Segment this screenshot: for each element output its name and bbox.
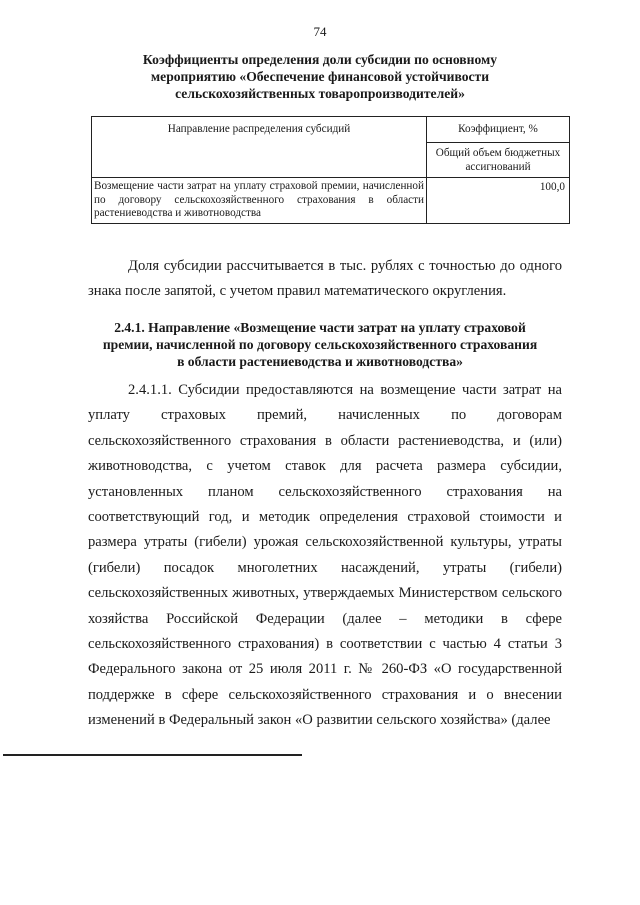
coefficient-table: [91, 116, 570, 224]
header-direction: Направление распределения субсидий: [92, 117, 427, 178]
table-header-row: [92, 117, 570, 143]
header-coefficient: Коэффициент, %: [427, 117, 570, 143]
document-title: Коэффициенты определения доли субсидии по основному мероприятию «Обеспечение финансовой устойчивости сельскохозяйственных товаропроизводителей»: [142, 52, 498, 101]
paragraph-subsidies: 2.4.1.1. Субсидии предоставляются на возмещение части затрат на уплату страховых премий, начисленных по договорам сельскохозяйственного страхования в области растениеводства, и (или) животноводства, с учетом ставок для расчета размера субсидии, установленных планом сельскохозяйственного страхования на соответствующий год, и методик определения страховой стоимости и размера утраты (гибели) урожая сельскохозяйственной культуры, утраты (гибели) посадок многолетних насаждений, утраты (гибели) сельскохозяйственных животных, утверждаемых Министерством сельского хозяйства Российской Федерации (далее – методики в сфере сельскохозяйственного страхования) в соответствии с частью 4 статьи 3 Федерального закона от 25 июля 2011 г. № 260-ФЗ «О государственной поддержке в сфере сельскохозяйственного страхования и о внесении изменений в Федеральный закон «О развитии сельского хозяйства» (далее: [88, 382, 562, 729]
header-total-budget: Общий объем бюджетных ассигнований: [427, 143, 570, 178]
footnote-divider: [3, 754, 302, 756]
table-row: [92, 178, 570, 224]
section-heading: 2.4.1. Направление «Возмещение части затрат на уплату страховой премии, начисленной по договору сельскохозяйственного страхования в области растениеводства и животноводства»: [102, 320, 538, 369]
page-number: 74: [313, 24, 327, 39]
row-coefficient-value: 100,0: [427, 178, 570, 224]
row-direction: Возмещение части затрат на уплату страховой премии, начисленной по договору сельскохозяйственного страхования в области растениеводства и животноводства: [92, 178, 427, 224]
paragraph-rounding: Доля субсидии рассчитывается в тыс. рублях с точностью до одного знака после запятой, с учетом правил математического округления.: [88, 258, 562, 300]
